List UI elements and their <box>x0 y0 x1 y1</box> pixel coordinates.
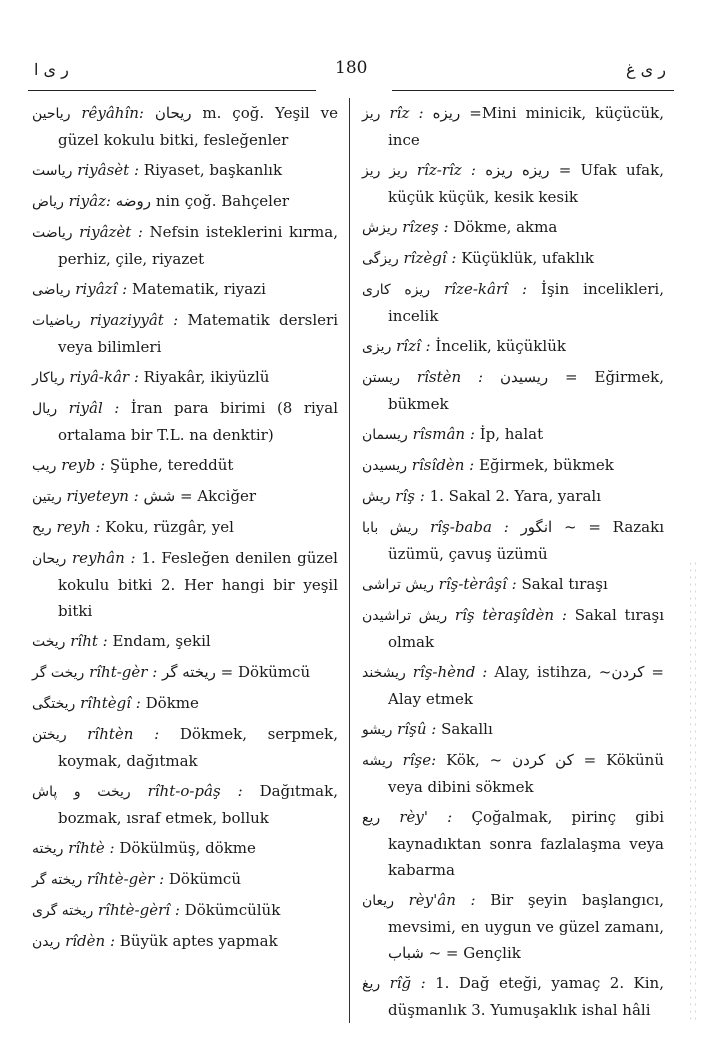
entry-persian-headword: ریاست <box>32 163 73 179</box>
entry-transliteration: rîhtègî : <box>80 694 141 712</box>
entry-definition: Endam, şekil <box>112 632 211 650</box>
entry-persian-headword: ریخت گر <box>32 665 85 681</box>
entry-definition: 1. Fesleğen denilen güzel kokulu bitki 2. Her hangi bir yeşil bitki <box>58 549 338 620</box>
dictionary-entry <box>362 747 664 800</box>
dictionary-entry <box>32 364 338 391</box>
entry-definition: Sakallı <box>441 720 493 738</box>
entry-definition: Dökme, akma <box>453 218 558 236</box>
dictionary-entry <box>32 928 338 955</box>
dictionary-entry <box>32 276 338 303</box>
entry-transliteration: rîz-rîz : <box>416 161 476 179</box>
entry-persian-headword: ریح <box>32 520 52 536</box>
entry-definition: Dökmek, serpmek, koymak, dağıtmak <box>58 725 338 770</box>
entry-definition: Dökülmüş, dökme <box>119 839 256 857</box>
dictionary-entry <box>32 307 338 360</box>
dictionary-entry <box>32 188 338 215</box>
entry-transliteration: rîş-tèrâşî : <box>438 575 517 593</box>
entry-transliteration: rîhtè : <box>68 839 115 857</box>
header-left-letters: ر ی ا <box>34 60 69 79</box>
entry-persian-headword: ریختن <box>32 727 67 743</box>
entry-persian-headword: ریاکار <box>32 370 65 386</box>
entry-persian-headword: ریتین <box>32 489 62 505</box>
entry-persian-headword: ریش بابا <box>362 520 419 536</box>
paper-speckle <box>688 560 700 1020</box>
entry-persian-headword: ریخته <box>32 841 64 857</box>
entry-transliteration: reyhân : <box>72 549 136 567</box>
entry-definition: Bir şeyin başlangıcı, mevsimi, en uygun ve güzel zamanı, شباب ~ = Gençlik <box>388 891 664 962</box>
entry-persian-headword: ریاضی <box>32 282 71 298</box>
entry-definition: ریخته گر = Dökümcü <box>162 663 311 681</box>
dictionary-entry <box>32 157 338 184</box>
entry-persian-headword: ریختگی <box>32 696 76 712</box>
dictionary-entry <box>362 887 664 966</box>
entry-transliteration: rîht-gèr : <box>89 663 158 681</box>
entry-transliteration: rîşe: <box>402 751 437 769</box>
entry-definition: ریزه ریزه = Ufak ufak, küçük küçük, kesik kesik <box>388 161 664 206</box>
entry-transliteration: rîsîdèn : <box>411 456 475 474</box>
entry-persian-headword: ریزش <box>362 220 398 236</box>
header-rule-left <box>28 90 316 91</box>
header-right-letters: ر ی غ <box>626 60 666 79</box>
dictionary-entry <box>362 245 664 272</box>
entry-definition: Sakal tıraşı <box>521 575 608 593</box>
entry-persian-headword: ریخت <box>32 634 66 650</box>
entry-persian-headword: ریزی <box>362 339 392 355</box>
entry-transliteration: riyâzèt : <box>79 223 143 241</box>
entry-persian-headword: ریحان <box>32 551 67 567</box>
entry-transliteration: rîht : <box>70 632 108 650</box>
page-header <box>0 54 706 94</box>
dictionary-entry <box>32 897 338 924</box>
dictionary-entry <box>32 778 338 831</box>
dictionary-entry <box>362 970 664 1023</box>
entry-transliteration: rîzeş : <box>402 218 449 236</box>
entry-persian-headword: ریش <box>362 489 391 505</box>
entry-transliteration: rîzègî : <box>403 249 457 267</box>
entry-transliteration: rîht-o-pâş : <box>147 782 243 800</box>
dictionary-entry <box>362 514 664 567</box>
entry-persian-headword: ریاض <box>32 194 64 210</box>
dictionary-entry <box>32 395 338 448</box>
entry-transliteration: rîş-hènd : <box>412 663 488 681</box>
dictionary-entry <box>32 866 338 893</box>
entry-persian-headword: ریسیدن <box>362 458 408 474</box>
entry-definition: Şüphe, tereddüt <box>109 456 234 474</box>
entry-persian-headword: ریش تراشی <box>362 577 434 593</box>
dictionary-entry <box>32 219 338 272</box>
dictionary-entry <box>32 659 338 686</box>
entry-transliteration: rîhtè-gèrî : <box>98 901 180 919</box>
entry-persian-headword: ریز <box>362 106 381 122</box>
entry-persian-headword: ریع <box>362 810 381 826</box>
entry-transliteration: riyâzî : <box>75 280 128 298</box>
dictionary-entry <box>362 333 664 360</box>
entry-persian-headword: ریخته گری <box>32 903 94 919</box>
dictionary-entry <box>32 690 338 717</box>
entry-persian-headword: ریاضیات <box>32 313 81 329</box>
entry-persian-headword: ریدن <box>32 934 61 950</box>
entry-transliteration: rîhtè-gèr : <box>87 870 165 888</box>
entry-definition: Riyaset, başkanlık <box>143 161 283 179</box>
entry-persian-headword: ریال <box>32 401 58 417</box>
entry-persian-headword: ریش تراشیدن <box>362 608 448 624</box>
entry-definition: ریزه =Mini minicik, küçücük, ince <box>388 104 664 149</box>
entry-persian-headword: ریزه کاری <box>362 282 431 298</box>
dictionary-entry <box>362 483 664 510</box>
entry-definition: Koku, rüzgâr, yel <box>105 518 234 536</box>
entry-transliteration: riyaziyyât : <box>89 311 179 329</box>
entry-transliteration: rèy' : <box>399 808 453 826</box>
entry-definition: Matematik, riyazi <box>131 280 266 298</box>
entry-definition: Dağıtmak, bozmak, ısraf etmek, bolluk <box>58 782 338 827</box>
entry-transliteration: riyeteyn : <box>66 487 139 505</box>
entry-transliteration: rîze-kârî : <box>444 280 528 298</box>
entry-transliteration: rîstèn : <box>416 368 484 386</box>
entry-definition: ریسیدن = Eğirmek, bükmek <box>388 368 664 413</box>
entry-definition: Dökme <box>145 694 199 712</box>
entry-persian-headword: ریستن <box>362 370 401 386</box>
dictionary-entry <box>32 100 338 153</box>
entry-definition: Kök, ~ کن کردن = Kökünü veya dibini sökmek <box>388 751 664 796</box>
dictionary-entry <box>32 721 338 774</box>
entry-definition: Sakal tıraşı olmak <box>388 606 664 651</box>
entry-definition: ریحان m. çoğ. Yeşil ve güzel kokulu bitki, fesleğenler <box>58 104 338 149</box>
entry-persian-headword: ریخت و پاش <box>32 784 131 800</box>
column-divider <box>349 98 350 1023</box>
entry-definition: 1. Dağ eteği, yamaç 2. Kin, düşmanlık 3. Yumuşaklık ishal hâli <box>388 974 664 1019</box>
dictionary-entry <box>32 545 338 624</box>
entry-definition: Nefsin isteklerini kırma, perhiz, çile, riyazet <box>58 223 338 268</box>
entry-definition: İncelik, küçüklük <box>435 337 566 355</box>
dictionary-entry <box>362 214 664 241</box>
dictionary-entry <box>32 452 338 479</box>
entry-transliteration: rîş-baba : <box>430 518 509 536</box>
entry-definition: شش = Akciğer <box>143 487 257 505</box>
entry-transliteration: rîzî : <box>396 337 431 355</box>
entry-persian-headword: ریسمان <box>362 427 408 443</box>
entry-definition: Dökümcü <box>168 870 241 888</box>
entry-definition: Matematik dersleri veya bilimleri <box>58 311 339 356</box>
dictionary-entry <box>32 514 338 541</box>
right-column <box>362 100 664 1027</box>
dictionary-entry <box>362 571 664 598</box>
entry-transliteration: rêyâhîn: <box>81 104 144 122</box>
dictionary-entry <box>362 157 664 210</box>
header-rule-right <box>392 90 674 91</box>
entry-definition: 1. Sakal 2. Yara, yaralı <box>429 487 602 505</box>
dictionary-entry <box>362 716 664 743</box>
entry-persian-headword: ریخته گر <box>32 872 83 888</box>
entry-persian-headword: ریاحین <box>32 106 71 122</box>
entry-persian-headword: ریشو <box>362 722 393 738</box>
dictionary-entry <box>32 835 338 862</box>
entry-transliteration: riyâz: <box>68 192 111 210</box>
dictionary-entry <box>362 100 664 153</box>
entry-definition: Büyük aptes yapmak <box>119 932 278 950</box>
entry-definition: Eğirmek, bükmek <box>479 456 614 474</box>
dictionary-entry <box>362 364 664 417</box>
entry-transliteration: rîz : <box>389 104 424 122</box>
entry-definition: Alay, istihza, ~کردن = Alay etmek <box>388 663 664 708</box>
dictionary-entry <box>362 276 664 329</box>
entry-definition: روضه nin çoğ. Bahçeler <box>115 192 290 210</box>
dictionary-entry <box>362 452 664 479</box>
entry-transliteration: rîş : <box>395 487 425 505</box>
entry-persian-headword: ریب <box>32 458 57 474</box>
entry-persian-headword: ریزگی <box>362 251 399 267</box>
entry-definition: Küçüklük, ufaklık <box>461 249 594 267</box>
page-number: 180 <box>335 58 368 78</box>
entry-transliteration: rîhtèn : <box>87 725 160 743</box>
dictionary-entry <box>362 804 664 883</box>
entry-transliteration: rîğ : <box>389 974 426 992</box>
entry-definition: Riyakâr, ikiyüzlü <box>143 368 270 386</box>
entry-transliteration: riyâl : <box>68 399 120 417</box>
entry-persian-headword: ریعان <box>362 893 394 909</box>
entry-transliteration: riyâsèt : <box>77 161 139 179</box>
entry-definition: Dökümcülük <box>184 901 281 919</box>
dictionary-entry <box>362 421 664 448</box>
entry-persian-headword: ریز ریز <box>362 163 408 179</box>
entry-definition: İşin incelikleri, incelik <box>388 280 664 325</box>
dictionary-entry <box>32 628 338 655</box>
entry-transliteration: reyb : <box>61 456 106 474</box>
entry-transliteration: reyh : <box>56 518 101 536</box>
entry-persian-headword: ریشه <box>362 753 393 769</box>
entry-persian-headword: ریغ <box>362 976 381 992</box>
entry-transliteration: rîsmân : <box>412 425 475 443</box>
entry-transliteration: rèy'ân : <box>408 891 476 909</box>
entry-transliteration: rîşû : <box>397 720 437 738</box>
entry-definition: İran para birimi (8 riyal ortalama bir T.L. na denktir) <box>58 399 338 444</box>
entry-transliteration: rîş tèraşîdèn : <box>454 606 567 624</box>
dictionary-entry <box>362 659 664 712</box>
entry-persian-headword: ریشخند <box>362 665 406 681</box>
entry-definition: Çoğalmak, pirinç gibi kaynadıktan sonra fazlalaşma veya kabarma <box>388 808 664 879</box>
left-column <box>32 100 338 959</box>
dictionary-entry <box>32 483 338 510</box>
entry-definition: انگور ~ = Razakı üzümü, çavuş üzümü <box>388 518 664 563</box>
entry-transliteration: rîdèn : <box>65 932 116 950</box>
dictionary-entry <box>362 602 664 655</box>
entry-persian-headword: ریاضت <box>32 225 73 241</box>
entry-definition: İp, halat <box>479 425 544 443</box>
entry-transliteration: riyâ-kâr : <box>69 368 139 386</box>
